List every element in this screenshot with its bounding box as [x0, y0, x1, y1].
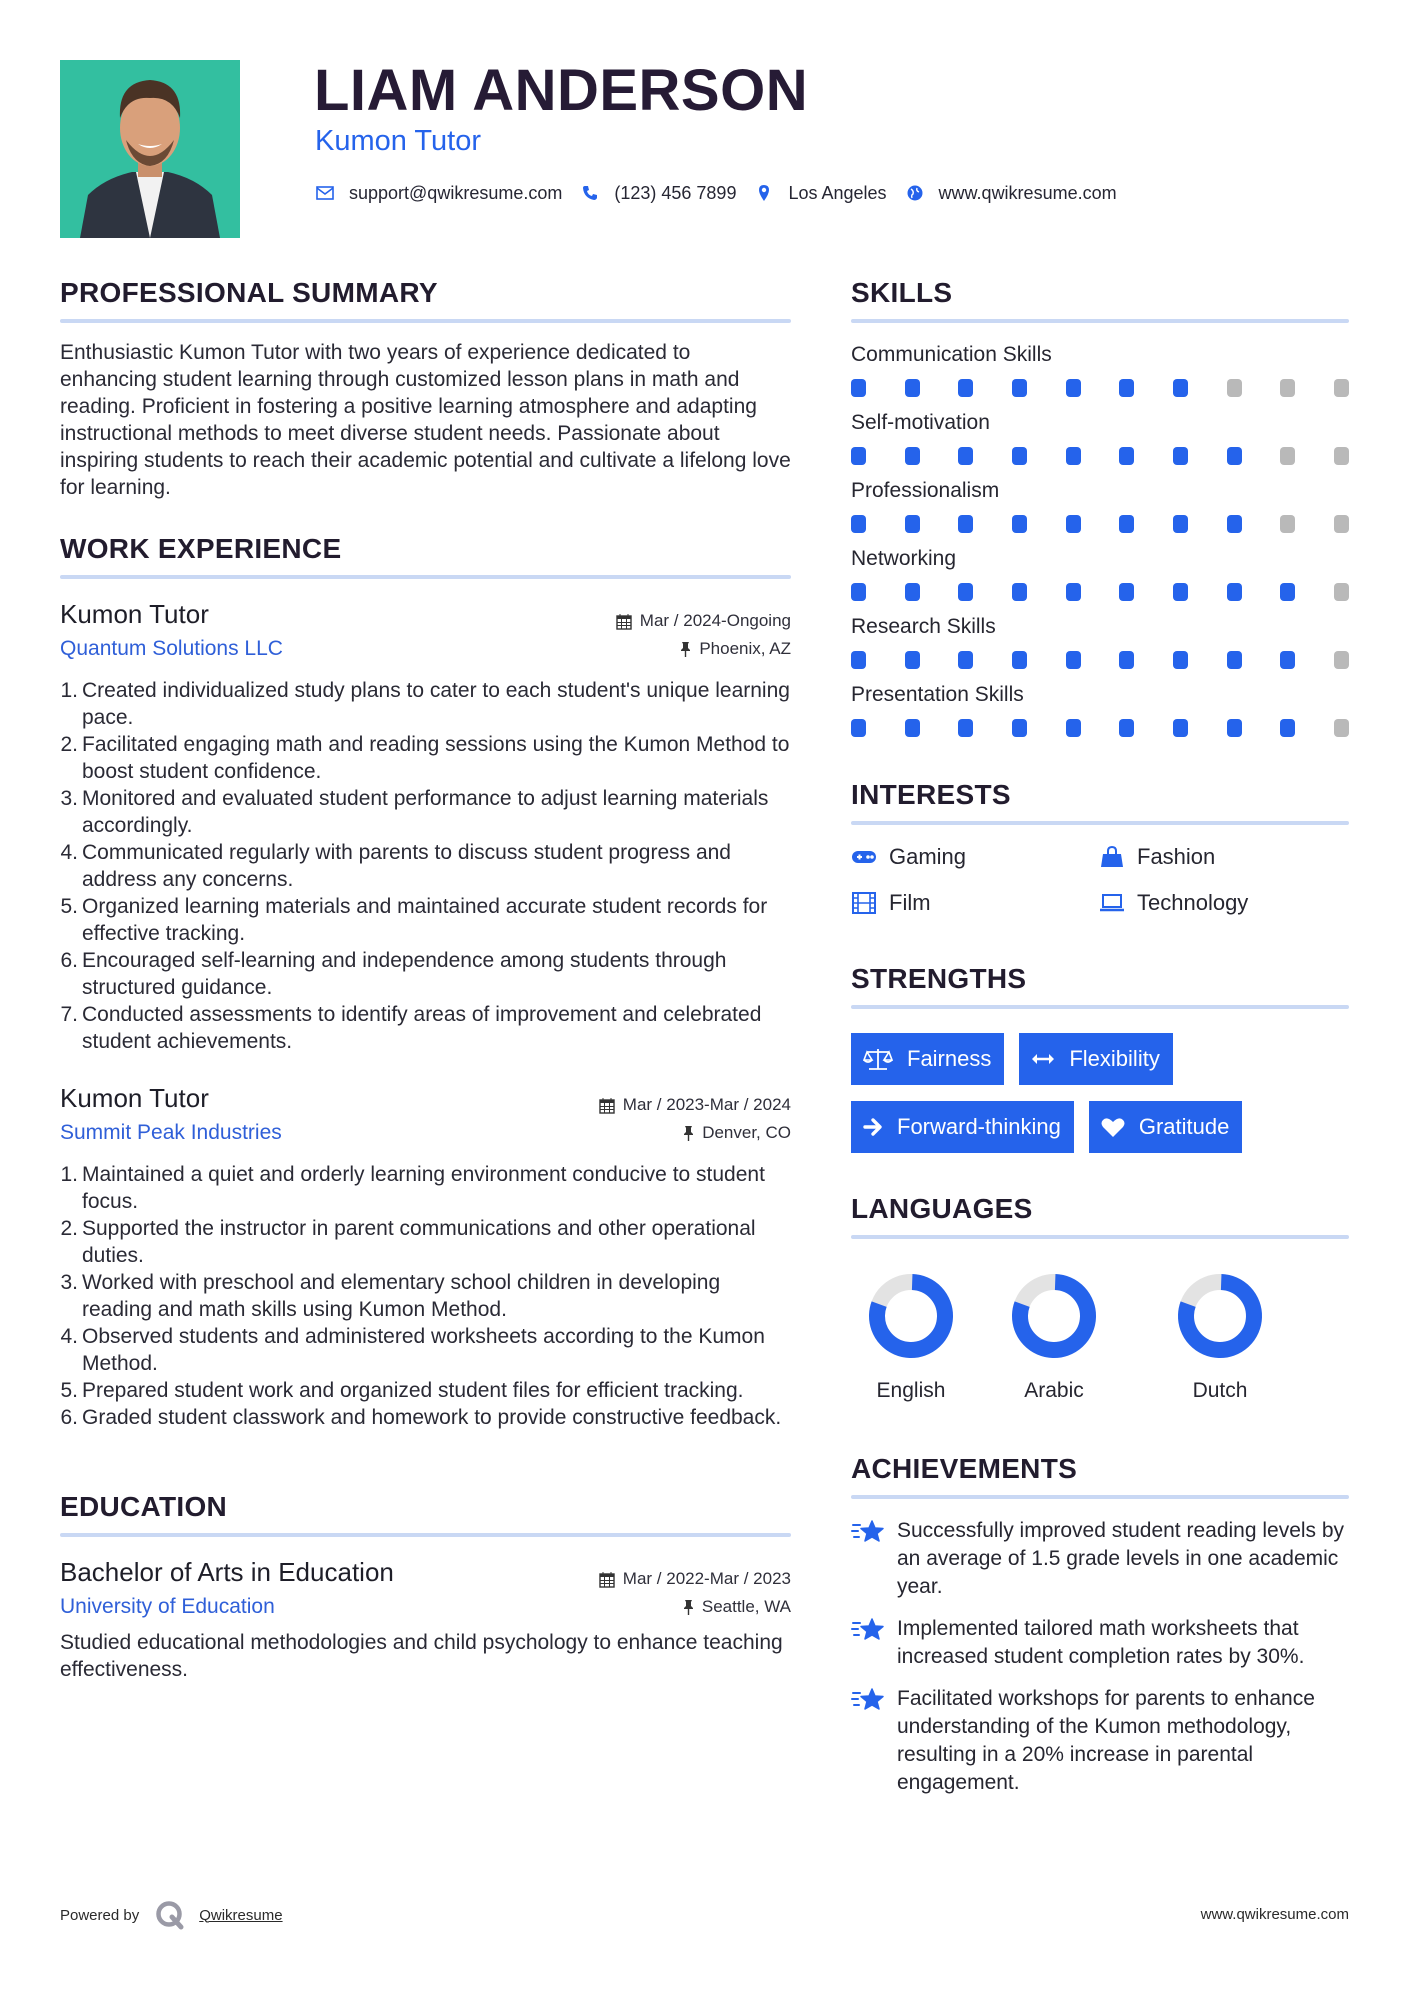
calendar-icon	[599, 1097, 615, 1114]
skill-rating	[851, 651, 1349, 669]
shooting-star-icon	[851, 1615, 885, 1671]
footer-website[interactable]: www.qwikresume.com	[1200, 1906, 1349, 1923]
experience-section	[60, 531, 791, 1431]
heart-icon	[1101, 1117, 1125, 1138]
achievements-section	[851, 1451, 1349, 1797]
section-title-languages: LANGUAGES	[851, 1193, 1033, 1224]
education-entry	[60, 1555, 791, 1683]
interest-label: Film	[889, 890, 931, 915]
rating-dot-filled	[905, 583, 920, 601]
rating-dot-filled	[851, 583, 866, 601]
job-bullet: 4. Communicated regularly with parents to discuss student progress and address any concerns.	[60, 841, 731, 891]
rating-dot-empty	[1334, 379, 1349, 397]
education-date-text: Mar / 2022-Mar / 2023	[622, 1569, 791, 1588]
summary-text: Enthusiastic Kumon Tutor with two years of experience dedicated to enhancing student learning through customized lesson plans in math and reading. Proficient in fostering a positive learning atmosphere and adapting instructional methods to meet diverse student needs. Passionate about inspiring students to reach their academic potential and cultivate a lifelong love for learning.	[60, 341, 791, 499]
candidate-name: LIAM ANDERSON	[314, 58, 809, 123]
summary-section	[60, 275, 791, 501]
interest-item	[851, 843, 1099, 871]
job-bullet: 3. Worked with preschool and elementary school children in developing reading and math skills using Kumon Method.	[60, 1271, 721, 1321]
skill-rating	[851, 583, 1349, 601]
arrow-right-icon	[863, 1117, 883, 1137]
skill-name: Presentation Skills	[851, 683, 1024, 706]
section-title-summary: PROFESSIONAL SUMMARY	[60, 277, 438, 308]
skill-name: Research Skills	[851, 615, 996, 638]
calendar-icon	[599, 1571, 615, 1588]
job-entry	[60, 597, 791, 1055]
left-column	[60, 275, 791, 1683]
email-text: support@qwikresume.com	[349, 182, 563, 203]
phone-icon	[580, 183, 600, 203]
job-location-text: Denver, CO	[702, 1123, 791, 1142]
skill-item	[851, 681, 1349, 737]
job-location-text: Phoenix, AZ	[699, 639, 791, 658]
education-section	[60, 1489, 791, 1683]
laptop-icon	[1099, 892, 1125, 914]
candidate-role: Kumon Tutor	[315, 125, 482, 157]
rating-dot-filled	[1280, 719, 1295, 737]
contact-row	[315, 180, 1135, 206]
strength-label: Gratitude	[1138, 1114, 1230, 1139]
arrows-horizontal-icon	[1031, 1053, 1055, 1065]
rating-dot-filled	[1119, 447, 1134, 465]
pushpin-icon	[683, 1599, 694, 1616]
language-donut-chart	[1011, 1273, 1097, 1359]
strength-badge	[851, 1101, 1074, 1153]
shooting-star-icon	[851, 1517, 885, 1601]
interest-label: Fashion	[1137, 844, 1216, 869]
rating-dot-filled	[1227, 515, 1242, 533]
skill-item	[851, 477, 1349, 533]
footer-powered-by	[60, 1900, 283, 1930]
shooting-star-icon	[851, 1685, 885, 1797]
rating-dot-filled	[1280, 583, 1295, 601]
rating-dot-filled	[958, 515, 973, 533]
pushpin-icon	[683, 1125, 694, 1142]
contact-phone[interactable]	[580, 183, 736, 204]
rating-dot-filled	[1012, 379, 1027, 397]
rating-dot-filled	[905, 651, 920, 669]
rating-dot-filled	[1012, 447, 1027, 465]
rating-dot-filled	[958, 447, 973, 465]
rating-dot-filled	[1173, 379, 1188, 397]
strength-badge	[1019, 1033, 1172, 1085]
rating-dot-filled	[1012, 583, 1027, 601]
languages-list	[851, 1273, 1349, 1405]
skill-name: Networking	[851, 547, 957, 570]
achievement-item	[851, 1517, 1349, 1601]
achievement-text: Successfully improved student reading levels by an average of 1.5 grade levels in one academic year.	[897, 1519, 1345, 1598]
rating-dot-filled	[1173, 515, 1188, 533]
company-name: Quantum Solutions LLC	[60, 637, 283, 660]
rating-dot-filled	[1066, 379, 1081, 397]
achievement-item	[851, 1615, 1349, 1671]
rating-dot-filled	[1227, 583, 1242, 601]
skill-rating	[851, 515, 1349, 533]
skill-name: Communication Skills	[851, 343, 1052, 366]
rating-dot-filled	[1119, 515, 1134, 533]
job-bullet: 1. Maintained a quiet and orderly learning environment conducive to student focus.	[60, 1163, 765, 1213]
rating-dot-filled	[1066, 651, 1081, 669]
section-divider	[851, 1495, 1349, 1499]
skill-name: Professionalism	[851, 479, 1000, 502]
skills-list	[851, 341, 1349, 737]
rating-dot-empty	[1227, 379, 1242, 397]
skill-item	[851, 409, 1349, 465]
rating-dot-filled	[958, 583, 973, 601]
rating-dot-filled	[1012, 515, 1027, 533]
section-title-achievements: ACHIEVEMENTS	[851, 1453, 1078, 1484]
calendar-icon	[616, 613, 632, 630]
location-text: Los Angeles	[788, 182, 887, 203]
section-divider	[851, 319, 1349, 323]
balance-scale-icon	[863, 1047, 893, 1071]
strength-label: Forward-thinking	[897, 1114, 1061, 1139]
skill-name: Self-motivation	[851, 411, 990, 434]
skill-item	[851, 545, 1349, 601]
rating-dot-filled	[905, 379, 920, 397]
rating-dot-empty	[1334, 515, 1349, 533]
skill-rating	[851, 447, 1349, 465]
job-bullet: 7. Conducted assessments to identify areas of improvement and celebrated student achievements.	[60, 1003, 762, 1053]
skills-section	[851, 275, 1349, 737]
rating-dot-filled	[1119, 651, 1134, 669]
section-title-experience: WORK EXPERIENCE	[60, 533, 342, 564]
job-bullets	[60, 1161, 791, 1431]
rating-dot-empty	[1334, 447, 1349, 465]
achievements-list	[851, 1517, 1349, 1797]
language-item	[851, 1273, 971, 1405]
rating-dot-filled	[851, 447, 866, 465]
rating-dot-filled	[1173, 651, 1188, 669]
rating-dot-filled	[851, 651, 866, 669]
strength-badge	[1089, 1101, 1243, 1153]
pushpin-icon	[680, 641, 691, 658]
language-label: English	[876, 1379, 946, 1402]
education-location-text: Seattle, WA	[701, 1597, 791, 1616]
strength-badge	[851, 1033, 1004, 1085]
job-date	[599, 1095, 791, 1115]
rating-dot-empty	[1280, 379, 1295, 397]
contact-location	[754, 183, 886, 204]
film-icon	[851, 892, 877, 914]
rating-dot-filled	[1012, 651, 1027, 669]
company-name: Summit Peak Industries	[60, 1121, 282, 1144]
job-date-text: Mar / 2024-Ongoing	[639, 611, 791, 630]
interest-item	[851, 889, 1099, 917]
shopping-bag-icon	[1099, 846, 1125, 868]
job-bullet: 5. Organized learning materials and maintained accurate student records for effective tracking.	[60, 895, 768, 945]
rating-dot-filled	[1227, 719, 1242, 737]
section-title-education: EDUCATION	[60, 1491, 228, 1522]
skill-item	[851, 341, 1349, 397]
language-label: Arabic	[1024, 1379, 1084, 1402]
rating-dot-filled	[851, 515, 866, 533]
map-pin-icon	[754, 183, 774, 203]
rating-dot-filled	[958, 379, 973, 397]
rating-dot-filled	[1066, 515, 1081, 533]
globe-icon	[905, 183, 925, 203]
rating-dot-filled	[1066, 719, 1081, 737]
rating-dot-filled	[958, 719, 973, 737]
rating-dot-filled	[1119, 379, 1134, 397]
job-bullet: 5. Prepared student work and organized student files for efficient tracking.	[60, 1379, 744, 1402]
job-bullet: 4. Observed students and administered worksheets according to the Kumon Method.	[60, 1325, 765, 1375]
job-title: Kumon Tutor	[60, 1083, 209, 1113]
section-title-interests: INTERESTS	[851, 779, 1011, 810]
language-item	[971, 1273, 1137, 1405]
rating-dot-filled	[1066, 583, 1081, 601]
job-location	[683, 1123, 791, 1143]
gamepad-icon	[851, 846, 877, 868]
strengths-list	[851, 1033, 1349, 1169]
section-divider	[60, 1533, 791, 1537]
rating-dot-filled	[1066, 447, 1081, 465]
rating-dot-filled	[1173, 719, 1188, 737]
job-bullet: 6. Encouraged self-learning and independence among students through structured guidance.	[60, 949, 727, 999]
qwikresume-logo-icon	[155, 1900, 185, 1930]
rating-dot-empty	[1280, 447, 1295, 465]
language-label: Dutch	[1192, 1379, 1248, 1402]
qwikresume-link[interactable]: Qwikresume	[199, 1906, 283, 1924]
envelope-icon	[315, 183, 335, 203]
skill-item	[851, 613, 1349, 669]
interest-label: Gaming	[889, 844, 967, 869]
strength-label: Flexibility	[1069, 1046, 1160, 1071]
language-donut-chart	[868, 1273, 954, 1359]
achievement-item	[851, 1685, 1349, 1797]
interest-item	[1099, 889, 1349, 917]
rating-dot-filled	[851, 719, 866, 737]
website-text: www.qwikresume.com	[938, 182, 1117, 203]
job-bullet: 1. Created individualized study plans to cater to each student's unique learning pace.	[60, 679, 790, 729]
languages-section	[851, 1191, 1349, 1405]
section-title-skills: SKILLS	[851, 277, 953, 308]
job-title: Kumon Tutor	[60, 599, 209, 629]
contact-email[interactable]	[315, 183, 562, 204]
rating-dot-filled	[958, 651, 973, 669]
degree-title: Bachelor of Arts in Education	[60, 1557, 394, 1587]
interests-list	[851, 843, 1349, 917]
education-location	[683, 1597, 791, 1617]
section-divider	[60, 575, 791, 579]
education-description: Studied educational methodologies and child psychology to enhance teaching effectiveness.	[60, 1631, 783, 1681]
skill-rating	[851, 379, 1349, 397]
section-divider	[851, 1005, 1349, 1009]
contact-website[interactable]	[905, 183, 1117, 204]
job-bullet: 6. Graded student classwork and homework to provide constructive feedback.	[60, 1406, 782, 1429]
section-title-strengths: STRENGTHS	[851, 963, 1027, 994]
achievement-text: Facilitated workshops for parents to enhance understanding of the Kumon methodology, resulting in a 20% increase in parental engagement.	[897, 1687, 1315, 1794]
job-bullets	[60, 677, 791, 1055]
school-name: University of Education	[60, 1595, 275, 1618]
rating-dot-filled	[1227, 651, 1242, 669]
interests-section	[851, 777, 1349, 917]
job-entry	[60, 1081, 791, 1431]
job-date	[616, 611, 791, 631]
rating-dot-filled	[1173, 447, 1188, 465]
job-location	[680, 639, 791, 659]
section-divider	[851, 821, 1349, 825]
rating-dot-empty	[1280, 515, 1295, 533]
phone-text: (123) 456 7899	[614, 182, 737, 203]
rating-dot-filled	[905, 515, 920, 533]
strengths-section	[851, 961, 1349, 1169]
profile-photo	[60, 60, 240, 238]
interest-label: Technology	[1137, 890, 1249, 915]
rating-dot-filled	[1012, 719, 1027, 737]
skill-rating	[851, 719, 1349, 737]
job-bullet: 2. Facilitated engaging math and reading sessions using the Kumon Method to boost student confidence.	[60, 733, 790, 783]
rating-dot-filled	[1280, 651, 1295, 669]
rating-dot-filled	[905, 447, 920, 465]
job-date-text: Mar / 2023-Mar / 2024	[622, 1095, 791, 1114]
rating-dot-empty	[1334, 719, 1349, 737]
rating-dot-filled	[851, 379, 866, 397]
powered-by-text: Powered by	[60, 1906, 140, 1924]
language-donut-chart	[1177, 1273, 1263, 1359]
rating-dot-empty	[1334, 651, 1349, 669]
rating-dot-filled	[1173, 583, 1188, 601]
section-divider	[851, 1235, 1349, 1239]
rating-dot-filled	[1119, 719, 1134, 737]
rating-dot-empty	[1334, 583, 1349, 601]
education-date	[599, 1569, 791, 1589]
rating-dot-filled	[1227, 447, 1242, 465]
section-divider	[60, 319, 791, 323]
strength-label: Fairness	[907, 1046, 992, 1071]
achievement-text: Implemented tailored math worksheets that increased student completion rates by 30%.	[897, 1617, 1305, 1668]
language-item	[1137, 1273, 1303, 1405]
job-bullet: 2. Supported the instructor in parent communications and other operational duties.	[60, 1217, 756, 1267]
rating-dot-filled	[905, 719, 920, 737]
job-bullet: 3. Monitored and evaluated student performance to adjust learning materials accordingly.	[60, 787, 769, 837]
rating-dot-filled	[1119, 583, 1134, 601]
right-column	[851, 275, 1349, 1797]
interest-item	[1099, 843, 1349, 871]
